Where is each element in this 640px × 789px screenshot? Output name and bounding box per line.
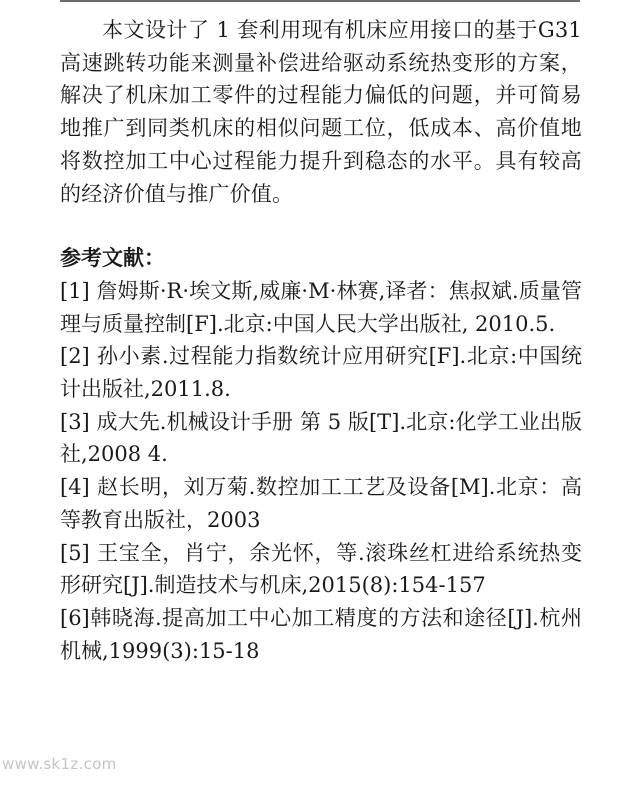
site-watermark: www.sk1z.com (2, 755, 117, 773)
reference-item-1: [1] 詹姆斯·R·埃文斯,威廉·M·林赛,译者：焦叔斌.质量管理与质量控制[F].北京:中国人民大学出版社, 2010.5. (60, 278, 582, 336)
references-heading: 参考文献： (60, 245, 165, 271)
conclusion-paragraph: 本文设计了 1 套利用现有机床应用接口的基于G31 高速跳转功能来测量补偿进给驱动系统热变形的方案，解决了机床加工零件的过程能力偏低的问题，并可简易地推广到同类机床的相似问题工位，低成本、高价值地将数控加工中心过程能力提升到稳态的水平。具有较高的经济价值与推广价值。 (60, 18, 582, 206)
reference-item-6: [6]韩晓海.提高加工中心加工精度的方法和途径[J].杭州机械,1999(3):15-18 (60, 605, 582, 663)
reference-item-3: [3] 成大先.机械设计手册 第 5 版[T].北京:化学工业出版社,2008 4. (60, 409, 582, 467)
references-list (60, 275, 582, 667)
page-content (60, 14, 582, 667)
reference-item-2: [2] 孙小素.过程能力指数统计应用研究[F].北京:中国统计出版社,2011.8. (60, 344, 582, 402)
top-rule-divider (60, 0, 580, 2)
reference-item-5: [5] 王宝全，肖宁，余光怀，等.滚珠丝杠进给系统热变形研究[J].制造技术与机床,2015(8):154-157 (60, 540, 582, 598)
reference-item-4: [4] 赵长明，刘万菊.数控加工工艺及设备[M].北京：高等教育出版社，2003 (60, 475, 582, 532)
